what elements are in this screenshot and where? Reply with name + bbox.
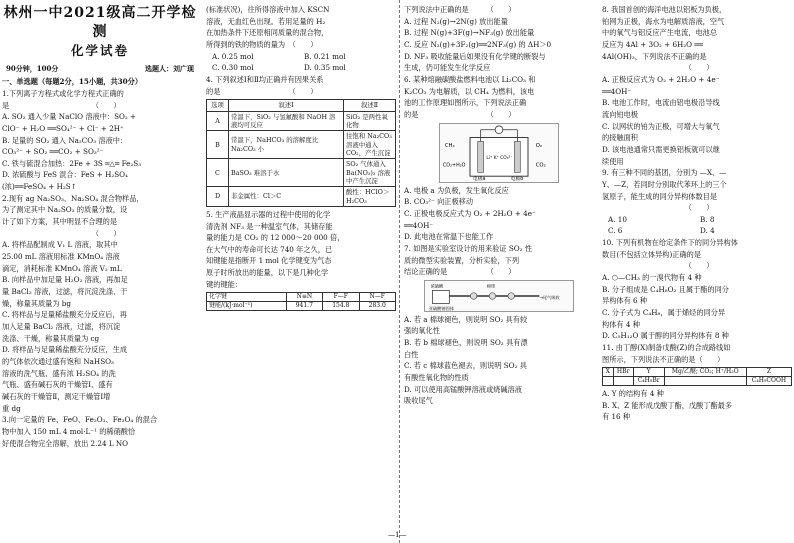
- q6-text-line: 的是 （ ）: [404, 109, 516, 119]
- question-5-text: [206, 209, 396, 291]
- q7-option-line: 吸收尾气: [404, 396, 433, 406]
- author: 选题人：刘广现: [145, 63, 194, 73]
- q6-option-line: A. 电极 a 为负极，发生氧化反应: [404, 185, 509, 195]
- q9-option-b: B. 8: [700, 214, 715, 224]
- question-text-line: 气瓶、盛有碱石灰的干燥管Ⅰ、盛有: [2, 380, 113, 390]
- label-co2: CO₂: [535, 162, 546, 169]
- question-text-line: 25.00 mL 溶液用标准 KMnO₄ 溶液: [2, 252, 120, 262]
- question-text-line: 是 （ ）: [2, 100, 121, 110]
- question-5-options: [404, 4, 594, 74]
- q8-text-line: 反应为 4Al + 3O₂ + 6H₂O ══: [602, 39, 703, 49]
- q7-option-line: 强的氧化性: [404, 326, 440, 336]
- q10-option-line: 构体有 4 种: [602, 319, 640, 329]
- q5-text-line: 5. 生产液晶显示器的过程中使用的化学: [206, 209, 331, 219]
- q11-text-line: 11. 由丁醇(X)制备戊酸(Z)的合成路线如: [602, 343, 731, 353]
- question-text-line: CO₃²⁻ + SO₂ ══CO₂ + SO₃²⁻: [2, 147, 104, 157]
- bond-energy-table: [206, 292, 396, 311]
- table-cell: B: [207, 131, 229, 159]
- question-text-line: 溶液的洗气瓶、盛有浓 H₂SO₄ 的洗: [2, 368, 116, 378]
- q10-option-line: B. 分子组成是 C₄H₈O₂ 且属于酯的同分: [602, 284, 729, 294]
- q5-option-line: D. NF₃ 吸收能量后如果没有化学键的断裂与: [404, 51, 546, 61]
- label-o2: O₂: [535, 142, 543, 149]
- q5-option-line: C. 反应 N₂(g)+3F₂(g)══2NF₃(g) 的 ΔH＞0: [404, 39, 552, 49]
- question-7-text: [404, 243, 594, 278]
- q8-text-line: 8. 我国首创的海洋电池以铝板为负极，: [602, 5, 727, 14]
- q7-option-line: A. 若 a 棉球褪色，则说明 SO₂ 具有较: [404, 314, 528, 324]
- table-cell: C: [207, 159, 229, 187]
- q10-option-line: C. 分子式为 C₄H₈，属于烯烃的同分异: [602, 308, 726, 318]
- table-row: [207, 187, 396, 207]
- q9-option-d: D. 4: [700, 226, 715, 236]
- q8-text-line: 流向铂电极: [602, 109, 638, 119]
- question-text-line: 重 dg: [2, 403, 21, 413]
- label-ch4: CH₄: [444, 142, 455, 149]
- q9-text-line: 9. 有三种不同的基团，分别为 —X、—: [602, 168, 727, 178]
- q7-option-line: 白性: [404, 349, 419, 359]
- question-11-options: [602, 388, 792, 423]
- page-divider: [399, 0, 400, 543]
- q8-text-line: A. 正极反应式为 O₂ + 2H₂O + 4e⁻: [602, 74, 720, 84]
- question-10: [602, 237, 792, 342]
- label-electrolyte: Li⁺ K⁺ CO₃²⁻: [486, 155, 513, 161]
- q8-text-line: ══4OH⁻: [602, 86, 632, 96]
- label-tail-gas: →尾气吸收: [539, 294, 560, 300]
- question-text-line: C. 将样品与足量稀盐酸充分反应后，再: [2, 310, 127, 320]
- synthesis-route: [602, 367, 792, 386]
- q5-option-line: B. 过程 N(g)+3F(g)→NF₃(g) 放出能量: [404, 28, 535, 38]
- question-text-line: 好使混合物完全溶解，放出 2.24 L NO: [2, 438, 129, 448]
- column-3: [404, 4, 594, 407]
- q5-text-line: 在大气中的寿命可长达 740 年之久，已: [206, 244, 333, 254]
- column-2: [206, 4, 396, 313]
- bond-th-nf: N—F: [359, 293, 395, 302]
- bond-th-label: 化学键: [207, 293, 287, 302]
- time-score: 90分钟，100分: [6, 63, 59, 73]
- question-text-line: 加入足量 BaCl₂ 溶液，过滤，将沉淀: [2, 322, 121, 332]
- exam-title: 林州一中2021级高二开学检测: [3, 5, 197, 40]
- q8-text-line: 的接触面积: [602, 133, 638, 143]
- q10-option-line: 异构体有 6 种: [602, 296, 648, 306]
- q5-text-line: 量的能力是 CO₂ 的 12 000～20 000 倍，: [206, 233, 345, 243]
- question-text-line: (浓)══FeSO₄ + H₂S↑: [2, 182, 77, 192]
- question-text-line: 的气体依次通过盛有饱和 NaHSO₃: [2, 356, 114, 366]
- table-cell: SiO₂ 是两性氧化物: [344, 111, 396, 131]
- q6-option-line: ══4OH⁻: [404, 220, 434, 230]
- q5-text-line: 知键能是指断开 1 mol 化学键变为气态: [206, 256, 332, 266]
- q7-option-line: 有酸性氧化物的性质: [404, 373, 469, 383]
- q3-option-c: C. 0.30 mol: [212, 63, 254, 73]
- question-text-line: D. 将样品与足量稀盐酸充分反应，生成: [2, 345, 128, 355]
- table-cell: 常温下，NaHCO₃ 的溶解度比 Na₂CO₃ 小: [229, 131, 344, 159]
- question-9: [602, 167, 792, 214]
- question-1-3-text: [2, 88, 198, 449]
- question-text-line: C. 铁与硫混合加热：2Fe + 3S ═△═ Fe₂S₃: [2, 158, 142, 168]
- question-text-line: 燥，称量其质量为 bg: [2, 298, 71, 308]
- question-11: [602, 342, 792, 365]
- q8-text-line: B. 电池工作时，电流由铝电极沿导线: [602, 98, 720, 108]
- question-text-line: D. 浓硫酸与 FeS 混合：FeS + H₂SO₄: [2, 170, 128, 180]
- table-row: [207, 131, 396, 159]
- question-text-line: B. 向样品中加足量 H₂O₂ 溶液，再加足: [2, 275, 128, 285]
- q6-option-line: B. CO₃²⁻ 向正极移动: [404, 197, 474, 207]
- question-text-line: 3.向一定量的 Fe、FeO、Fe₂O₃、Fe₃O₄ 的混合: [2, 415, 158, 425]
- label-co2-h2o: CO₂+H₂O: [442, 163, 466, 169]
- bond-th-ff: F—F: [323, 293, 359, 302]
- question-text-line: A. 将样品配制成 V₁ L 溶液，取其中: [2, 240, 118, 250]
- q4-stem-2: 的是 （ ）: [206, 86, 318, 96]
- table-cell: D: [207, 187, 229, 207]
- table-cell: 往饱和 Na₂CO₃ 溶液中通入 CO₂，产生沉淀: [344, 131, 396, 159]
- route-x: X: [603, 368, 614, 377]
- question-8: [602, 4, 792, 167]
- table-cell: 酸性：HClO＞H₂CO₃: [344, 187, 396, 207]
- q3-option-b: B. 0.21 mol: [304, 51, 346, 61]
- question-text-line: B. 足量的 SO₂ 通入 Na₂CO₃ 溶液中：: [2, 135, 128, 145]
- column-4: [602, 4, 792, 423]
- question-6-text: [404, 74, 594, 121]
- q10-text-line: 10. 下列有机物在给定条件下的同分异构体: [602, 238, 738, 248]
- q4-table: [206, 99, 396, 207]
- q11-option-line: B. X、Z 能形成戊酸丁酯，戊酸丁酯最多: [602, 400, 733, 410]
- q6-text-line: K₂CO₃ 为电解质，以 CH₄ 为燃料，该电: [404, 86, 535, 96]
- q3-option-d: D. 0.35 mol: [304, 63, 346, 73]
- bond-value-ff: 154.8: [323, 302, 359, 311]
- question-text-line: 物中加入 150 mL 4 mol·L⁻¹ 的稀硝酸恰: [2, 426, 136, 436]
- column-1: [2, 4, 198, 449]
- q4-th-option: 选项: [207, 100, 229, 111]
- q9-option-c: C. 6: [608, 226, 623, 236]
- q5-text-line: 原子时所放出的能量，以下是几种化学: [206, 268, 329, 278]
- label-sodium-sulfite: 亚硫酸钠固体: [428, 305, 454, 311]
- q7-option-line: C. 若 c 棉球蓝色褪去，则说明 SO₂ 具: [404, 361, 527, 371]
- question-text-line: ClO⁻ + H₂O ══SO₄²⁻ + Cl⁻ + 2H⁺: [2, 123, 124, 133]
- q9-text-line: 氢原子，能生成的同分异构体数目是: [602, 191, 718, 201]
- q8-text-line: 4Al(OH)₃，下列说法不正确的是: [602, 51, 707, 61]
- q5-option-line: 下列说法中正确的是 （ ）: [404, 5, 516, 14]
- question-7-options: [404, 314, 594, 407]
- q5-option-line: 生成，仍可能发生化学反应: [404, 63, 491, 73]
- q3-text-line: 溶液，无血红色出现。若用足量的 H₂: [206, 16, 326, 26]
- table-cell: 常温下，SiO₂ 与氢氟酸和 NaOH 溶液均可反应: [229, 111, 344, 131]
- table-cell: 非金属性：Cl＞C: [229, 187, 344, 207]
- label-cotton-ball: 棉球: [486, 283, 496, 289]
- bond-th-nn: N≡N: [286, 293, 322, 302]
- route-reagent-1: HBr: [613, 368, 633, 377]
- question-3-continued: [206, 4, 396, 51]
- table-cell: A: [207, 111, 229, 131]
- label-electrode-b: 电极b: [510, 176, 524, 182]
- q7-text-line: 7. 如图是实验室设计的用来验证 SO₂ 性: [404, 243, 533, 253]
- q9-text-line: Y、—Z，若同时分别取代苯环上的三个: [602, 179, 727, 189]
- question-text-line: 1.下列离子方程式或化学方程式正确的: [2, 88, 124, 98]
- q9-text-line: （ ）: [602, 203, 714, 213]
- bond-value-nn: 941.7: [286, 302, 322, 311]
- q4-stem-1: 4. 下列叙述Ⅰ和Ⅱ均正确并有因果关系: [206, 74, 324, 84]
- q11-text-line: 图所示，下列说法不正确的是（ ）: [602, 354, 725, 364]
- page-number: —1—: [388, 530, 407, 539]
- q11-option-line: 有 16 种: [602, 412, 631, 422]
- q5-text-line: 键的键能：: [206, 279, 242, 289]
- q4-th-statement-2: 叙述Ⅱ: [344, 100, 396, 111]
- route-y: Y: [633, 368, 664, 377]
- route-z: Z: [746, 368, 791, 377]
- q8-text-line: 续使用: [602, 156, 624, 166]
- route-z-formula: C₄H₉COOH: [746, 377, 791, 386]
- label-electrode-a: 电极a: [472, 176, 486, 182]
- so2-apparatus-diagram: [424, 280, 574, 312]
- q8-text-line: （ ）: [602, 63, 714, 73]
- q6-text-line: 6. 某种熔融碳酸盐燃料电池以 Li₂CO₃ 和: [404, 74, 536, 84]
- q7-text-line: 结论正确的是 （ ）: [404, 267, 516, 277]
- q3-text-line: (标准状况)，往所得溶液中加入 KSCN: [206, 5, 330, 14]
- question-text-line: 为了测定其中 Na₂SO₃ 的质量分数，设: [2, 205, 128, 215]
- bond-row-label: 键能/(kJ·mol⁻¹): [207, 302, 287, 311]
- question-text-line: 2.现有 ag Na₂SO₃、Na₂SO₄ 混合物样品，: [2, 193, 144, 203]
- fuel-cell-diagram: [439, 123, 559, 183]
- q8-text-line: 铂网为正极，海水为电解质溶液，空气: [602, 16, 725, 26]
- bond-value-nf: 283.0: [359, 302, 395, 311]
- q7-option-line: B. 若 b 棉球褪色，则说明 SO₂ 具有漂: [404, 338, 528, 348]
- q8-text-line: D. 该电池通常只需更换铝板就可以继: [602, 144, 720, 154]
- q3-options: [206, 51, 396, 74]
- q3-text-line: 在加热条件下还原相同质量的混合物，: [206, 28, 329, 38]
- route-reagent-2: Mg/乙醚; CO₂; H⁺/H₂O: [664, 368, 746, 377]
- question-6-options: [404, 185, 594, 243]
- q10-text-line: 数目(不包括立体异构)正确的是: [602, 249, 702, 259]
- q6-text-line: 池的工作原理如图所示，下列说法正确: [404, 98, 527, 108]
- section-heading: 一、单选题（每题2分，15小题，共30分）: [2, 77, 143, 87]
- exam-subtitle: 化学试卷: [70, 42, 129, 58]
- q10-option-line: D. C₅H₁₂O 属于醇的同分异构体有 8 种: [602, 331, 729, 341]
- q3-text-line: 所得到的铁的物质的量为 （ ）: [206, 39, 318, 49]
- table-row: [207, 111, 396, 131]
- label-conc-h2so4: 浓硫酸: [430, 283, 444, 289]
- q9-option-a: A. 10: [608, 214, 627, 224]
- q3-option-a: A. 0.25 mol: [212, 51, 254, 61]
- q8-text-line: C. 以网状的铂为正极，可增大与氧气: [602, 121, 720, 131]
- q10-text-line: （ ）: [602, 261, 714, 271]
- q8-text-line: 中的氧气与铝反应产生电流，电池总: [602, 28, 718, 38]
- question-text-line: 滴定，消耗标准 KMnO₄ 溶液 V₂ mL: [2, 263, 122, 273]
- q4-th-statement-1: 叙述Ⅰ: [229, 100, 344, 111]
- table-row: [207, 159, 396, 187]
- question-text-line: 计了如下方案，其中明显不合理的是: [2, 217, 118, 227]
- exam-meta: [6, 63, 194, 74]
- q9-options: [602, 214, 792, 237]
- q7-option-line: D. 可以使用高锰酸钾溶液或烧碱溶液: [404, 384, 522, 394]
- q10-option-line: A. ⬡—CH₃ 的一溴代物有 4 种: [602, 273, 702, 283]
- question-text-line: 量 BaCl₂ 溶液，过滤，将沉淀洗涤、干: [2, 287, 128, 297]
- table-cell: BaSO₃ 难溶于水: [229, 159, 344, 187]
- question-text-line: 洗涤、干燥，称量其质量为 cg: [2, 333, 100, 343]
- q6-option-line: C. 正极电极反应式为 O₂ + 2H₂O + 4e⁻: [404, 208, 536, 218]
- question-text-line: 碱石灰的干燥管Ⅱ，测定干燥管Ⅰ增: [2, 391, 111, 401]
- q5-option-line: A. 过程 N₂(g)→2N(g) 放出能量: [404, 16, 508, 26]
- q7-text-line: 质的微型实验装置，分析实验，下列: [404, 255, 520, 265]
- route-y-formula: C₄H₉Br: [633, 377, 664, 386]
- table-cell: SO₂ 气体通入 Ba(NO₃)₂ 溶液中产生沉淀: [344, 159, 396, 187]
- question-text-line: A. SO₂ 通入少量 NaClO 溶液中：SO₂ +: [2, 112, 137, 122]
- question-text-line: （ ）: [2, 228, 121, 238]
- q6-option-line: D. 此电池在常温下也能工作: [404, 232, 494, 242]
- q11-option-line: A. Y 的结构有 4 种: [602, 388, 664, 398]
- q5-text-line: 清洗剂 NF₃ 是一种温室气体，其储存能: [206, 221, 333, 231]
